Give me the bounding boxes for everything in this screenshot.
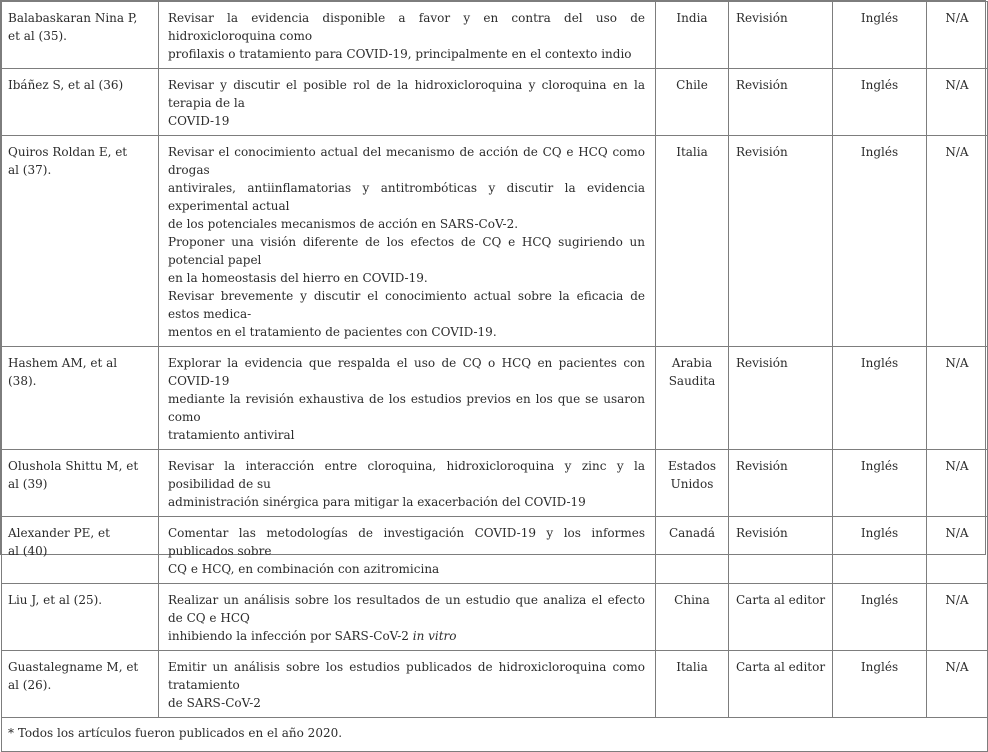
objective-cell	[159, 69, 656, 136]
na-cell: N/A	[927, 450, 988, 517]
objective-line: COVID-19	[168, 114, 230, 128]
author-line: al (39)	[8, 477, 48, 491]
objective-line: en la homeostasis del hierro en COVID-19.	[168, 271, 428, 285]
objective-line: Revisar y discutir el posible rol de la hidroxicloroquina y cloroquina en la terapia de la	[168, 78, 645, 110]
country-line: Italia	[676, 145, 708, 159]
objective-line: Revisar la evidencia disponible a favor y en contra del uso de hidroxicloroquina como	[168, 11, 645, 43]
author-line: Alexander PE, et	[8, 526, 110, 540]
objective-line: de SARS-CoV-2	[168, 696, 261, 710]
language-cell: Inglés	[833, 584, 927, 651]
author-cell	[2, 2, 159, 69]
objective-line: de los potenciales mecanismos de acción en SARS-CoV-2.	[168, 217, 519, 231]
objective-cell	[159, 517, 656, 584]
objective-line: tratamiento antiviral	[168, 428, 295, 442]
objective-line: mediante la revisión exhaustiva de los estudios previos en los que se usaron como	[168, 392, 645, 424]
language-cell: Inglés	[833, 2, 927, 69]
objective-line: CQ e HCQ, en combinación con azitromicina	[168, 562, 440, 576]
language-cell: Inglés	[833, 651, 927, 718]
type-cell: Revisión	[729, 450, 833, 517]
author-line: Liu J, et al (25).	[8, 593, 103, 607]
table-row	[2, 651, 988, 718]
author-cell	[2, 136, 159, 347]
country-line: Estados	[668, 459, 716, 473]
country-line: India	[676, 11, 708, 25]
type-cell: Carta al editor	[729, 651, 833, 718]
author-line: (38).	[8, 374, 37, 388]
author-line: Olushola Shittu M, et	[8, 459, 139, 473]
country-cell	[656, 69, 729, 136]
author-cell	[2, 69, 159, 136]
country-line: Canadá	[668, 526, 716, 540]
na-cell: N/A	[927, 69, 988, 136]
objective-text: inhibiendo la infección por SARS-CoV-2	[168, 629, 413, 643]
author-cell	[2, 347, 159, 450]
objective-line: Emitir un análisis sobre los estudios publicados de hidroxicloroquina como tratamiento	[168, 660, 645, 692]
na-cell: N/A	[927, 517, 988, 584]
author-line: al (37).	[8, 163, 52, 177]
language-cell: Inglés	[833, 136, 927, 347]
table-row	[2, 69, 988, 136]
na-cell: N/A	[927, 136, 988, 347]
footnote-row	[2, 718, 988, 752]
type-cell: Carta al editor	[729, 584, 833, 651]
country-cell	[656, 2, 729, 69]
objective-line: mentos en el tratamiento de pacientes con COVID-19.	[168, 325, 497, 339]
language-cell: Inglés	[833, 517, 927, 584]
type-cell: Revisión	[729, 517, 833, 584]
author-line: Hashem AM, et al	[8, 356, 118, 370]
author-line: Balabaskaran Nina P,	[8, 11, 138, 25]
author-line: al (40)	[8, 544, 48, 558]
country-line: China	[674, 593, 710, 607]
country-line: Chile	[676, 78, 708, 92]
country-cell	[656, 584, 729, 651]
table-row	[2, 517, 988, 584]
objective-line: Explorar la evidencia que respalda el uso de CQ o HCQ en pacientes con COVID-19	[168, 356, 645, 388]
author-line: Quiros Roldan E, et	[8, 145, 128, 159]
table-row	[2, 136, 988, 347]
author-cell	[2, 517, 159, 584]
author-line: et al (35).	[8, 29, 67, 43]
country-cell	[656, 347, 729, 450]
author-cell	[2, 651, 159, 718]
objective-cell	[159, 651, 656, 718]
objective-line: Revisar el conocimiento actual del mecanismo de acción de CQ e HCQ como drogas	[168, 145, 645, 177]
author-cell	[2, 450, 159, 517]
na-cell: N/A	[927, 347, 988, 450]
objective-line: Revisar brevemente y discutir el conocimiento actual sobre la eficacia de estos medica-	[168, 289, 645, 321]
na-cell: N/A	[927, 2, 988, 69]
objective-cell	[159, 347, 656, 450]
language-cell: Inglés	[833, 347, 927, 450]
country-cell	[656, 651, 729, 718]
author-line: Guastalegname M, et	[8, 660, 139, 674]
type-cell: Revisión	[729, 69, 833, 136]
table-row	[2, 2, 988, 69]
table-row	[2, 450, 988, 517]
footnote: * Todos los artículos fueron publicados en el año 2020.	[2, 718, 988, 752]
country-line: Italia	[676, 660, 708, 674]
country-cell	[656, 517, 729, 584]
studies-table	[1, 1, 988, 752]
type-cell: Revisión	[729, 136, 833, 347]
country-cell	[656, 450, 729, 517]
country-cell	[656, 136, 729, 347]
objective-italic-text: in vitro	[412, 629, 457, 643]
na-cell: N/A	[927, 651, 988, 718]
objective-line: Realizar un análisis sobre los resultados de un estudio que analiza el efecto de CQ e HCQ	[168, 593, 645, 625]
language-cell: Inglés	[833, 69, 927, 136]
author-line: Ibáñez S, et al (36)	[8, 78, 124, 92]
type-cell: Revisión	[729, 347, 833, 450]
objective-cell	[159, 450, 656, 517]
objective-line: antivirales, antiinflamatorias y antitrombóticas y discutir la evidencia experimental actual	[168, 181, 645, 213]
objective-cell	[159, 584, 656, 651]
objective-line: Comentar las metodologías de investigación COVID-19 y los informes publicados sobre	[168, 526, 645, 558]
country-line: Saudita	[668, 374, 716, 388]
country-line: Arabia	[671, 356, 713, 370]
objective-cell	[159, 2, 656, 69]
author-cell	[2, 584, 159, 651]
objective-line: Proponer una visión diferente de los efectos de CQ e HCQ sugiriendo un potencial papel	[168, 235, 645, 267]
objective-line: administración sinérgica para mitigar la exacerbación del COVID-19	[168, 495, 586, 509]
objective-line: profilaxis o tratamiento para COVID-19, principalmente en el contexto indio	[168, 47, 632, 61]
country-line: Unidos	[670, 477, 714, 491]
objective-line	[168, 627, 645, 645]
na-cell: N/A	[927, 584, 988, 651]
objective-cell	[159, 136, 656, 347]
type-cell: Revisión	[729, 2, 833, 69]
language-cell: Inglés	[833, 450, 927, 517]
table-row	[2, 347, 988, 450]
objective-line: Revisar la interacción entre cloroquina, hidroxicloroquina y zinc y la posibilidad de su	[168, 459, 645, 491]
table-row	[2, 584, 988, 651]
author-line: al (26).	[8, 678, 52, 692]
